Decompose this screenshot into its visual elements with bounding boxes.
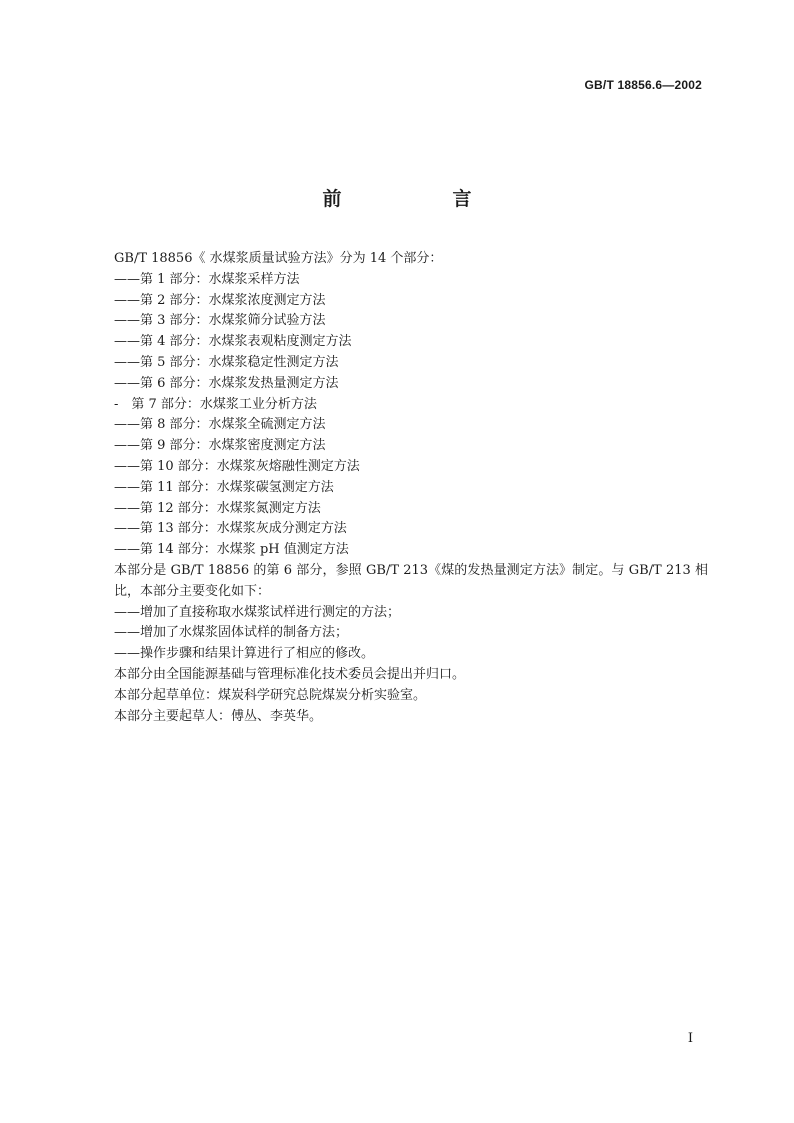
reference-paragraph: 本部分是 GB/T 18856 的第 6 部分，参照 GB/T 213《煤的发热量测定方法》制定。与 GB/T 213 相比，本部分主要变化如下： (114, 562, 708, 599)
change-item: ——增加了直接称取水煤浆试样进行测定的方法； (114, 604, 401, 620)
part-item: ——第 8 部分：水煤浆全硫测定方法 (114, 417, 326, 433)
drafters-line: 本部分主要起草人：傅丛、李英华。 (114, 708, 323, 724)
part-item: ——第 4 部分：水煤浆表观粘度测定方法 (114, 334, 352, 350)
page-title: 前 言 (322, 188, 518, 210)
part-item: ——第 12 部分：水煤浆氮测定方法 (114, 500, 321, 516)
part-item: ——第 11 部分：水煤浆碳氢测定方法 (114, 479, 334, 495)
drafting-unit-line: 本部分起草单位：煤炭科学研究总院煤炭分析实验室。 (114, 687, 427, 703)
part-item: ——第 2 部分：水煤浆浓度测定方法 (114, 292, 326, 308)
part-item: ——第 6 部分：水煤浆发热量测定方法 (114, 375, 339, 391)
part-item: ——第 13 部分：水煤浆灰成分测定方法 (114, 521, 347, 537)
standard-code: GB/T 18856.6—2002 (584, 78, 702, 92)
page-number: I (687, 1031, 693, 1046)
part-item: ——第 14 部分：水煤浆 pH 值测定方法 (114, 542, 349, 558)
change-item: ——操作步骤和结果计算进行了相应的修改。 (114, 646, 375, 662)
changes-list (88, 603, 708, 665)
part-item: ——第 10 部分：水煤浆灰熔融性测定方法 (114, 458, 360, 474)
change-item: ——增加了水煤浆固体试样的制备方法； (114, 625, 349, 641)
part-item: ——第 1 部分：水煤浆采样方法 (114, 271, 300, 287)
part-item: ——第 9 部分：水煤浆密度测定方法 (114, 438, 326, 454)
parts-list (88, 270, 708, 561)
intro-line: GB/T 18856《 水煤浆质量试验方法》分为 14 个部分： (114, 251, 443, 266)
proposed-by-line: 本部分由全国能源基础与管理标准化技术委员会提出并归口。 (114, 666, 466, 682)
part-item: ——第 3 部分：水煤浆筛分试验方法 (114, 313, 326, 329)
part-item: ——第 5 部分：水煤浆稳定性测定方法 (114, 354, 339, 370)
foreword-body (88, 249, 708, 727)
part-item: - 第 7 部分：水煤浆工业分析方法 (114, 396, 317, 412)
